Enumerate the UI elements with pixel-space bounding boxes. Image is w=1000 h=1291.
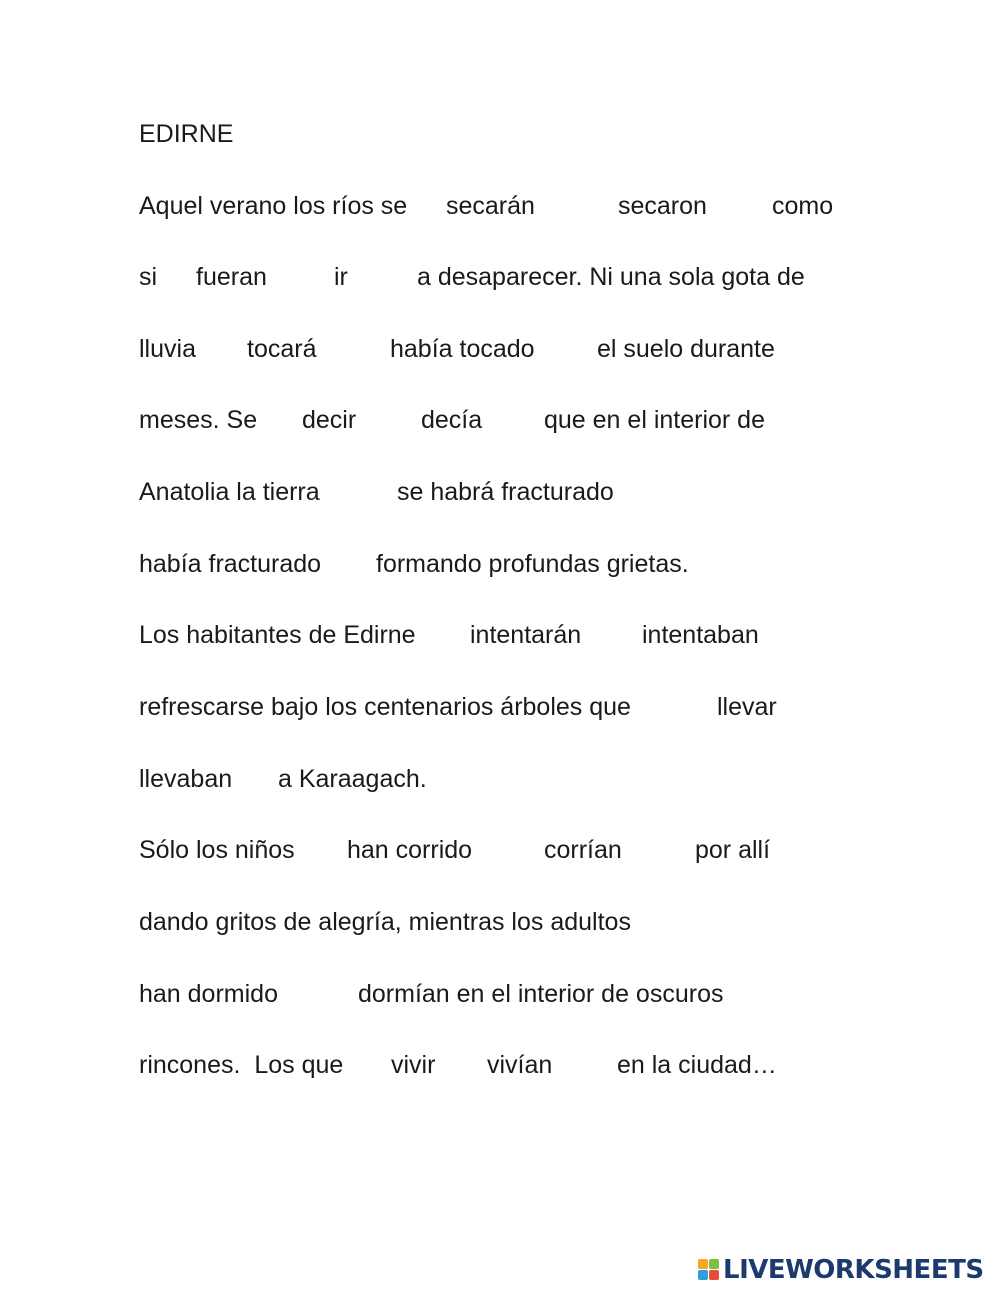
text-segment: Sólo los niños bbox=[139, 836, 295, 864]
text-line-8 bbox=[0, 691, 1000, 723]
text-line-6 bbox=[0, 548, 1000, 580]
text-line-1 bbox=[0, 190, 1000, 222]
option-llevar[interactable]: llevar bbox=[717, 693, 777, 721]
text-line-9 bbox=[0, 763, 1000, 795]
option-tocara[interactable]: tocará bbox=[247, 335, 317, 363]
text-segment: rincones. Los que bbox=[139, 1051, 344, 1079]
text-segment: dormían en el interior de oscuros bbox=[358, 980, 724, 1008]
text-line-12 bbox=[0, 978, 1000, 1010]
logo-text: LIVEWORKSHEETS bbox=[723, 1255, 984, 1285]
option-han-dormido[interactable]: han dormido bbox=[139, 980, 278, 1008]
text-segment: dando gritos de alegría, mientras los adultos bbox=[139, 908, 631, 936]
text-segment: formando profundas grietas. bbox=[376, 550, 689, 578]
text-segment: refrescarse bajo los centenarios árboles que bbox=[139, 693, 631, 721]
text-segment: Aquel verano los ríos se bbox=[139, 192, 408, 220]
page-title: EDIRNE bbox=[139, 120, 234, 148]
text-segment: Anatolia la tierra bbox=[139, 478, 320, 506]
text-segment: por allí bbox=[695, 836, 771, 864]
text-segment: a Karaagach. bbox=[278, 765, 427, 793]
option-intentaran[interactable]: intentarán bbox=[470, 621, 582, 649]
liveworksheets-logo[interactable] bbox=[698, 1255, 984, 1285]
option-vivir[interactable]: vivir bbox=[391, 1051, 436, 1079]
text-segment: lluvia bbox=[139, 335, 196, 363]
option-se-habra-fracturado[interactable]: se habrá fracturado bbox=[397, 478, 614, 506]
text-line-2 bbox=[0, 261, 1000, 293]
option-vivian[interactable]: vivían bbox=[487, 1051, 553, 1079]
logo-tile bbox=[698, 1259, 708, 1269]
text-segment: como bbox=[772, 192, 834, 220]
text-segment: si bbox=[139, 263, 158, 291]
logo-tile bbox=[709, 1270, 719, 1280]
option-secaran[interactable]: secarán bbox=[446, 192, 535, 220]
logo-tile bbox=[698, 1270, 708, 1280]
option-decir[interactable]: decir bbox=[302, 406, 357, 434]
text-segment: el suelo durante bbox=[597, 335, 775, 363]
text-line-7 bbox=[0, 619, 1000, 651]
text-segment: meses. Se bbox=[139, 406, 258, 434]
logo-tile bbox=[709, 1259, 719, 1269]
option-decia[interactable]: decía bbox=[421, 406, 483, 434]
text-line-3 bbox=[0, 333, 1000, 365]
logo-tiles-icon bbox=[698, 1259, 720, 1281]
text-segment: Los habitantes de Edirne bbox=[139, 621, 416, 649]
text-line-4 bbox=[0, 404, 1000, 436]
option-ir[interactable]: ir bbox=[334, 263, 348, 291]
text-segment: en la ciudad… bbox=[617, 1051, 777, 1079]
text-line-5 bbox=[0, 476, 1000, 508]
option-fueran[interactable]: fueran bbox=[196, 263, 267, 291]
option-habia-tocado[interactable]: había tocado bbox=[390, 335, 535, 363]
text-segment: que en el interior de bbox=[544, 406, 765, 434]
text-segment: a desaparecer. Ni una sola gota de bbox=[417, 263, 805, 291]
option-han-corrido[interactable]: han corrido bbox=[347, 836, 473, 864]
option-corrian[interactable]: corrían bbox=[544, 836, 622, 864]
text-line-10 bbox=[0, 834, 1000, 866]
option-intentaban[interactable]: intentaban bbox=[642, 621, 759, 649]
text-line-13 bbox=[0, 1049, 1000, 1081]
option-secaron[interactable]: secaron bbox=[618, 192, 707, 220]
text-line-11 bbox=[0, 906, 1000, 938]
option-llevaban[interactable]: llevaban bbox=[139, 765, 233, 793]
option-habia-fracturado[interactable]: había fracturado bbox=[139, 550, 322, 578]
